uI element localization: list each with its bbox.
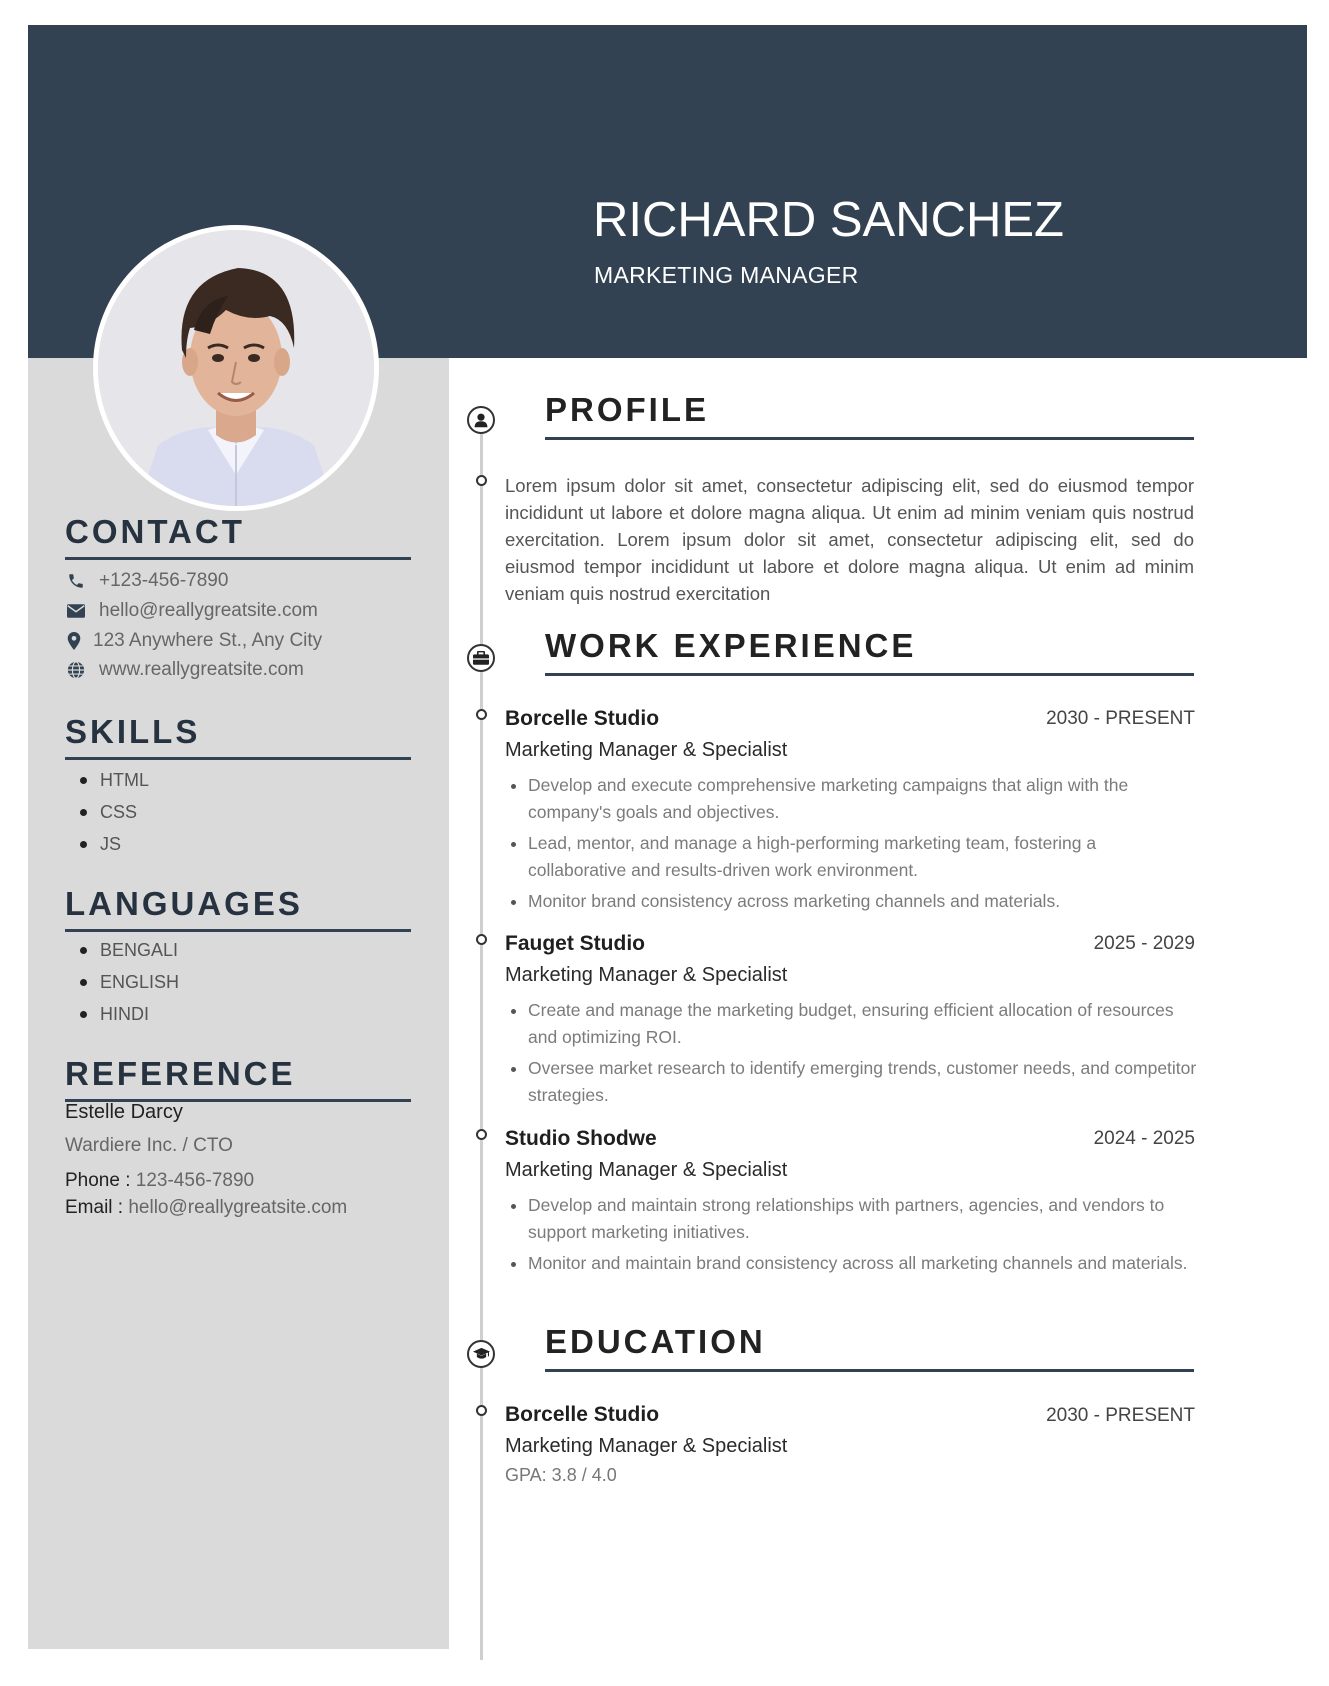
timeline-dot: [476, 1129, 487, 1140]
job-role: Marketing Manager & Specialist: [505, 1159, 788, 1181]
contact-address-text: 123 Anywhere St., Any City: [93, 630, 323, 651]
contact-website: [65, 657, 304, 683]
envelope-icon: [65, 600, 87, 622]
reference-email-value: hello@reallygreatsite.com: [128, 1197, 348, 1218]
skill-item: CSS: [80, 799, 149, 831]
job-company: Fauget Studio: [505, 932, 645, 955]
skill-item: JS: [80, 831, 149, 863]
duty-item: Lead, mentor, and manage a high-performing marketing team, fostering a collaborative and results-driven work environment.: [528, 830, 1198, 884]
work-experience-heading: WORK EXPERIENCE: [545, 627, 1194, 676]
language-item: ENGLISH: [80, 969, 179, 1001]
job-duties: [528, 997, 1198, 1113]
profile-photo: [93, 225, 379, 511]
contact-email-text: hello@reallygreatsite.com: [99, 600, 318, 621]
reference-phone: [65, 1170, 254, 1192]
timeline-dot: [476, 475, 487, 486]
profile-heading: PROFILE: [545, 391, 1194, 440]
job-title: MARKETING MANAGER: [594, 262, 859, 288]
duty-item: Create and manage the marketing budget, ensuring efficient allocation of resources and optimizing ROI.: [528, 997, 1198, 1051]
reference-email-label: Email :: [65, 1197, 124, 1218]
profile-text: Lorem ipsum dolor sit amet, consectetur adipiscing elit, sed do eiusmod tempor incididunt ut labore et dolore magna aliqua. Ut enim ad minim veniam quis nostrud exercitation. Lorem ipsum dolor sit amet, consectetur adipiscing elit, sed do eiusmod tempor incididunt ut labore et dolore magna aliqua. Ut enim ad minim veniam quis nostrud exercitation: [505, 475, 1194, 604]
contact-phone-text: +123-456-7890: [99, 570, 229, 591]
briefcase-icon: [467, 644, 495, 672]
education-school: Borcelle Studio: [505, 1403, 660, 1426]
language-item: BENGALI: [80, 937, 179, 969]
language-item: HINDI: [80, 1001, 179, 1033]
job-role: Marketing Manager & Specialist: [505, 964, 788, 986]
job-company: Studio Shodwe: [505, 1127, 657, 1150]
reference-heading: REFERENCE: [65, 1055, 411, 1102]
education-heading: EDUCATION: [545, 1323, 1194, 1372]
contact-website-text: www.reallygreatsite.com: [99, 659, 304, 680]
duty-item: Oversee market research to identify emerging trends, customer needs, and competitor strategies.: [528, 1055, 1198, 1109]
job-duties: [528, 1192, 1198, 1281]
timeline-dot: [476, 709, 487, 720]
user-icon: [467, 406, 495, 434]
duty-item: Develop and execute comprehensive marketing campaigns that align with the company's goals and objectives.: [528, 772, 1198, 826]
reference-company: Wardiere Inc. / CTO: [65, 1135, 233, 1156]
job-dates: 2025 - 2029: [1093, 933, 1195, 954]
duty-item: Monitor brand consistency across marketing channels and materials.: [528, 888, 1198, 915]
globe-icon: [65, 659, 87, 681]
duty-item: Develop and maintain strong relationships with partners, agencies, and vendors to support marketing initiatives.: [528, 1192, 1198, 1246]
contact-address: [65, 628, 322, 654]
job-role: Marketing Manager & Specialist: [505, 739, 788, 761]
map-pin-icon: [65, 630, 83, 652]
contact-heading: CONTACT: [65, 513, 411, 560]
timeline-dot: [476, 1405, 487, 1416]
resume-page: [28, 25, 1307, 1649]
duty-item: Monitor and maintain brand consistency across all marketing channels and materials.: [528, 1250, 1198, 1277]
reference-phone-value: 123-456-7890: [135, 1170, 255, 1191]
job-company: Borcelle Studio: [505, 707, 660, 730]
portrait-illustration: [98, 230, 374, 506]
skills-list: [80, 767, 149, 863]
skills-heading: SKILLS: [65, 713, 411, 760]
reference-phone-label: Phone :: [65, 1170, 131, 1191]
job-duties: [528, 772, 1198, 919]
reference-email: [65, 1197, 347, 1219]
reference-name: Estelle Darcy: [65, 1101, 183, 1123]
timeline-dot: [476, 934, 487, 945]
education-degree: Marketing Manager & Specialist: [505, 1435, 788, 1457]
phone-icon: [65, 570, 87, 592]
contact-phone: [65, 568, 228, 594]
education-gpa: GPA: 3.8 / 4.0: [505, 1465, 617, 1485]
contact-email: [65, 598, 318, 624]
timeline-line: [480, 420, 483, 1660]
skill-item: HTML: [80, 767, 149, 799]
job-dates: 2024 - 2025: [1093, 1128, 1195, 1149]
graduation-cap-icon: [467, 1340, 495, 1368]
job-dates: 2030 - PRESENT: [1046, 708, 1195, 729]
education-dates: 2030 - PRESENT: [1046, 1405, 1195, 1426]
languages-list: [80, 937, 179, 1033]
person-name: RICHARD SANCHEZ: [593, 193, 1064, 247]
languages-heading: LANGUAGES: [65, 885, 411, 932]
